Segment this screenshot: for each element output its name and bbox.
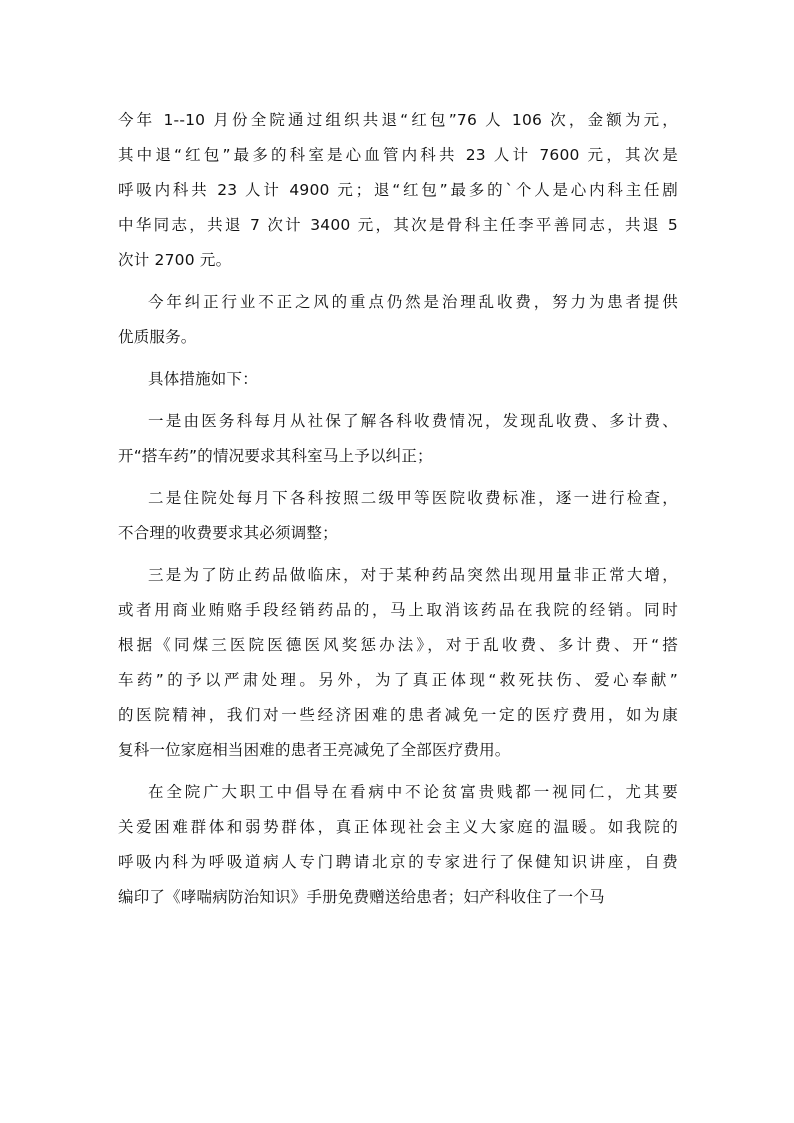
text-line: 中华同志，共退 7 次计 3400 元，其次是骨科主任李平善同志，共退 5 bbox=[118, 216, 678, 234]
text-line: 车药”的予以严肃处理。另外，为了真正体现“救死扶伤、爱心奉献” bbox=[118, 671, 678, 689]
text-line: 在全院广大职工中倡导在看病中不论贫富贵贱都一视同仁，尤其要 bbox=[148, 783, 678, 801]
text-line: 复科一位家庭相当困难的患者王亮减免了全部医疗费用。 bbox=[118, 741, 511, 759]
paragraph-equal-care bbox=[118, 775, 678, 915]
text-line: 开“搭车药”的情况要求其科室马上予以纠正； bbox=[118, 447, 433, 465]
paragraph-spacing bbox=[118, 551, 678, 558]
text-line: 优质服务。 bbox=[118, 328, 197, 346]
text-line: 不合理的收费要求其必须调整； bbox=[118, 524, 338, 542]
text-line: 次计 2700 元。 bbox=[118, 251, 232, 269]
paragraph-spacing bbox=[118, 768, 678, 775]
text-line: 三是为了防止药品做临床，对于某种药品突然出现用量非正常大增， bbox=[148, 566, 678, 584]
text-line: 的医院精神，我们对一些经济困难的患者减免一定的医疗费用，如为康 bbox=[118, 706, 678, 724]
text-line: 具体措施如下： bbox=[148, 370, 258, 388]
paragraph-measure-three bbox=[118, 558, 678, 768]
text-line: 根据《同煤三医院医德医风奖惩办法》，对于乱收费、多计费、开“搭 bbox=[118, 636, 678, 654]
text-line: 二是住院处每月下各科按照二级甲等医院收费标准，逐一进行检查， bbox=[148, 489, 678, 507]
document-body bbox=[118, 103, 678, 915]
paragraph-spacing bbox=[118, 278, 678, 285]
text-line: 今年纠正行业不正之风的重点仍然是治理乱收费，努力为患者提供 bbox=[148, 293, 678, 311]
text-line: 或者用商业贿赂手段经销药品的，马上取消该药品在我院的经销。同时 bbox=[118, 601, 678, 619]
text-line: 今年 1--10 月份全院通过组织共退“红包”76 人 106 次，金额为元， bbox=[118, 111, 678, 129]
text-line: 其中退“红包”最多的科室是心血管内科共 23 人计 7600 元，其次是 bbox=[118, 146, 678, 164]
text-line: 一是由医务科每月从社保了解各科收费情况，发现乱收费、多计费、 bbox=[148, 412, 678, 430]
text-line: 编印了《哮喘病防治知识》手册免费赠送给患者；妇产科收住了一个马 bbox=[118, 888, 605, 906]
paragraph-spacing bbox=[118, 397, 678, 404]
paragraph-measures-intro bbox=[118, 362, 678, 397]
paragraph-measure-two bbox=[118, 481, 678, 551]
paragraph-spacing bbox=[118, 355, 678, 362]
text-line: 关爱困难群体和弱势群体，真正体现社会主义大家庭的温暖。如我院的 bbox=[118, 818, 678, 836]
text-line: 呼吸内科共 23 人计 4900 元；退“红包”最多的`个人是心内科主任剧 bbox=[118, 181, 678, 199]
paragraph-refunds bbox=[118, 103, 678, 278]
text-line: 呼吸内科为呼吸道病人专门聘请北京的专家进行了保健知识讲座，自费 bbox=[118, 853, 678, 871]
paragraph-spacing bbox=[118, 474, 678, 481]
paragraph-focus bbox=[118, 285, 678, 355]
paragraph-measure-one bbox=[118, 404, 678, 474]
